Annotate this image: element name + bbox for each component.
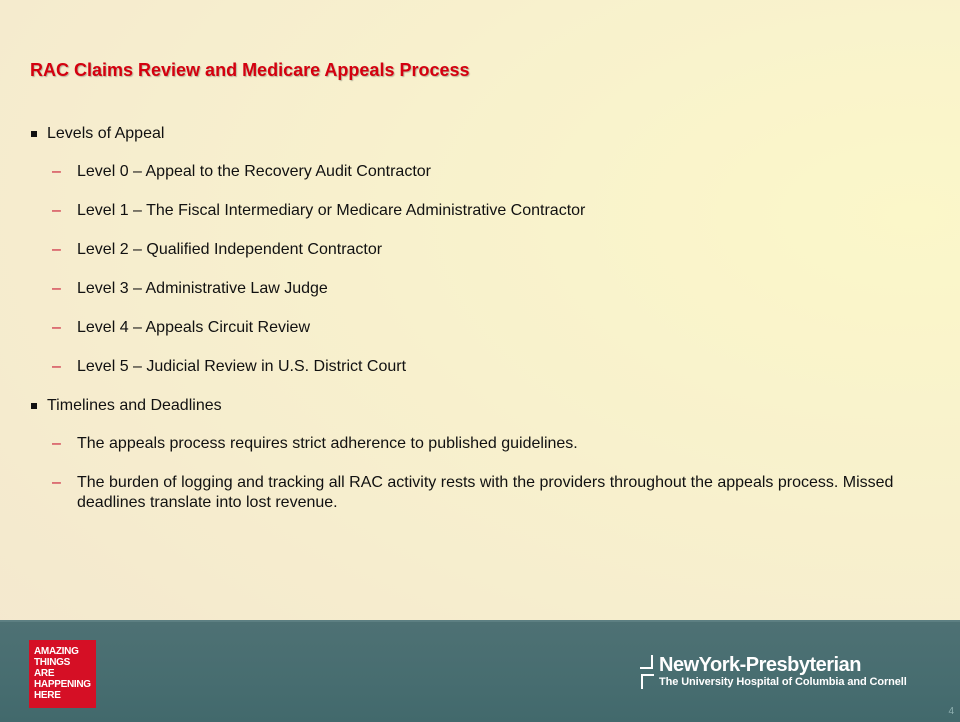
- dash-marker: –: [52, 474, 61, 491]
- section-label: Levels of Appeal: [47, 125, 165, 142]
- list-item-text: The appeals process requires strict adherence to published guidelines.: [77, 435, 578, 452]
- badge-line: HERE: [34, 690, 61, 701]
- org-subtitle: The University Hospital of Columbia and Cornell: [659, 676, 907, 688]
- section-timelines-and-deadlines: [31, 396, 911, 416]
- dash-marker: –: [52, 319, 61, 336]
- list-item: [52, 318, 911, 338]
- list-item: [52, 473, 911, 513]
- slide-content: [31, 124, 911, 532]
- list-item: [52, 434, 911, 454]
- amazing-things-badge: [29, 640, 96, 708]
- list-item: [52, 240, 911, 260]
- page-number: 4: [948, 706, 954, 717]
- dash-marker: –: [52, 202, 61, 219]
- list-item: [52, 162, 911, 182]
- list-item-text: The burden of logging and tracking all RAC activity rests with the providers throughout the appeals process. Missed deadlines translate into lost revenue.: [77, 474, 894, 511]
- dash-marker: –: [52, 358, 61, 375]
- list-item-text: Level 2 – Qualified Independent Contractor: [77, 241, 383, 258]
- list-item: [52, 279, 911, 299]
- dash-marker: –: [52, 241, 61, 258]
- section-levels-of-appeal: [31, 124, 911, 144]
- list-item: [52, 201, 911, 221]
- org-name: NewYork-Presbyterian: [659, 654, 861, 676]
- badge-line: THINGS: [34, 657, 70, 668]
- list-item-text: Level 3 – Administrative Law Judge: [77, 280, 328, 297]
- list-item: [52, 357, 911, 377]
- footer-bar: [0, 620, 960, 722]
- list-item-text: Level 5 – Judicial Review in U.S. District Court: [77, 358, 407, 375]
- slide-title: RAC Claims Review and Medicare Appeals Process: [30, 60, 470, 80]
- dash-marker: –: [52, 280, 61, 297]
- bullet-square-icon: [31, 131, 37, 137]
- badge-line: HAPPENING: [34, 679, 91, 690]
- dash-marker: –: [52, 163, 61, 180]
- badge-line: ARE: [34, 668, 55, 679]
- list-item-text: Level 0 – Appeal to the Recovery Audit Contractor: [77, 163, 431, 180]
- list-item-text: Level 4 – Appeals Circuit Review: [77, 319, 311, 336]
- section-label: Timelines and Deadlines: [47, 397, 222, 414]
- badge-line: AMAZING: [34, 646, 79, 657]
- bullet-square-icon: [31, 403, 37, 409]
- list-item-text: Level 1 – The Fiscal Intermediary or Medicare Administrative Contractor: [77, 202, 586, 219]
- nyp-bracket-icon: [639, 653, 655, 691]
- dash-marker: –: [52, 435, 61, 452]
